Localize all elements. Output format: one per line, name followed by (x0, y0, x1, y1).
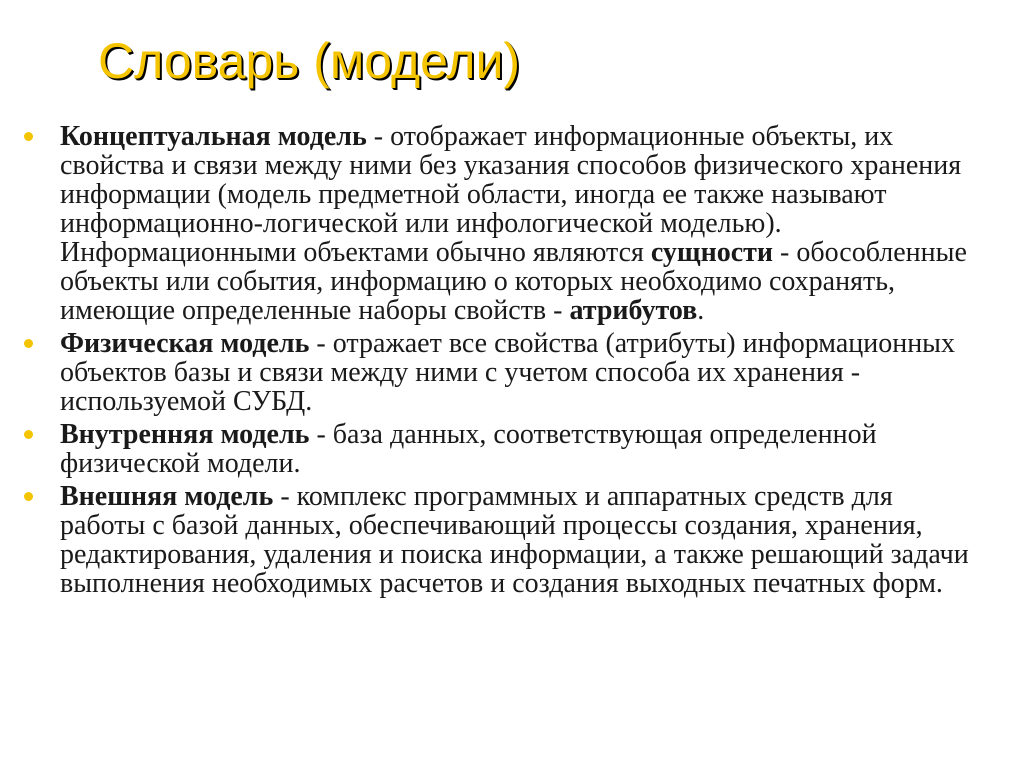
slide-title: Словарь (модели) (98, 33, 521, 89)
term-external-model: Внешняя модель (60, 481, 274, 512)
bullet-list (0, 122, 1024, 602)
definition-text: - комплекс программных и аппаратных средств для работы с базой данных, обеспечивающий процессы создания, хранения, редактирования, удаления и поиска информации, а также решающий задачи выполнения необходимых расчетов и создания выходных печатных форм. (60, 481, 969, 599)
definition-text: - обособленные объекты или события, информацию о которых необходимо сохранять, имеющие определенные наборы свойств - (60, 237, 967, 326)
definition-text: - база данных, соответствующая определенной физической модели. (60, 419, 877, 479)
term-internal-model: Внутренняя модель (60, 419, 310, 450)
term-conceptual-model: Концептуальная модель (60, 121, 367, 152)
definition-text: . (697, 295, 705, 326)
term-attributes: атрибутов (569, 295, 698, 326)
definition-text: - отображает информационные объекты, их свойства и связи между ними без указания способов физического хранения информации (модель предметной области, иногда ее также называют информационно-логической или инфологической моделью). Информационными объектами обычно являются (60, 121, 962, 268)
bullet-item-conceptual-model (0, 122, 980, 325)
definition-text: - отражает все свойства (атрибуты) информационных объектов базы и связи между ними с учетом способа их хранения - используемой СУБД. (60, 328, 955, 417)
term-entities: сущности (650, 237, 774, 268)
bullet-item-external-model (0, 482, 980, 598)
bullet-item-internal-model (0, 420, 980, 478)
bullet-dot-icon (24, 430, 33, 439)
bullet-dot-icon (24, 492, 33, 501)
bullet-dot-icon (24, 132, 33, 141)
term-physical-model: Физическая модель (60, 328, 310, 359)
bullet-item-physical-model (0, 329, 980, 416)
bullet-dot-icon (24, 339, 33, 348)
